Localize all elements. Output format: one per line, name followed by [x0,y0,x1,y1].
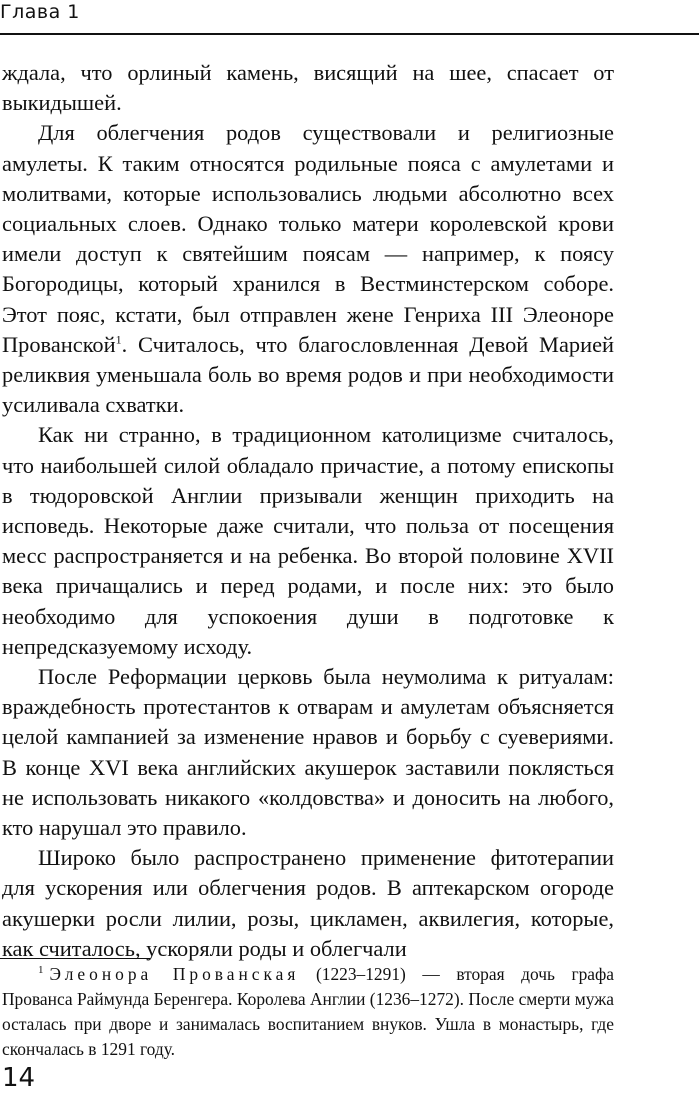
footnote-number: 1 [38,964,44,977]
footnote-reference[interactable]: 1 [115,332,122,347]
footnote [2,962,614,1062]
paragraph-1: ждала, что орлиный камень, висящий на шее, спасает от выкидышей. [2,60,614,116]
paragraph-4: После Реформации церковь была неумолима к ритуалам: враждебность протестантов к отварам и амулетам объясняется целой кампанией за изменение нравов и борьбу с суевериями. В конце XVI века английских акушерок заставили поклясться не использовать никакого «колдовства» и доносить на любого, кто нарушал это правило. [2,664,614,841]
header-rule [0,33,699,35]
page-number: 14 [2,1063,36,1093]
running-title: Глава 1 [0,1,80,23]
paragraph-5: Широко было распространено применение фитотерапии для ускорения или облегчения родов. В аптекарском огороде акушерки росли лилии, розы, цикламен, аквилегия, которые, как считалось, ускоряли роды и облегчали [2,845,614,961]
paragraph-2-part-b: . Считалось, что благословленная Девой Марией реликвия уменьшала боль во время родов и при необходимости усиливала схватки. [2,331,614,418]
footnote-rule [0,958,150,959]
footnote-text: (1223–1291) — вторая дочь графа Прованса Раймунда Беренгера. Королева Англии (1236–1272). После смерти мужа осталась при дворе и занималась воспитанием внуков. Ушла в монастырь, где скончалась в 1291 году. [2,964,615,1059]
paragraph-3: Как ни странно, в традиционном католицизме считалось, что наибольшей силой обладало причастие, а потому епископы в тюдоровской Англии призывали женщин приходить на исповедь. Некоторые даже считали, что польза от посещения месс распространяется и на ребенка. Во второй половине XVII века причащались и перед родами, и после них: это было необходимо для успокоения души в подготовке к непредсказуемому исходу. [2,422,614,659]
paragraph-2-part-a: Для облегчения родов существовали и религиозные амулеты. К таким относятся родильные пояса с амулетами и молитвами, которые использовались людьми абсолютно всех социальных слоев. Однако только матери королевской крови имели доступ к святейшим поясам — например, к поясу Богородицы, который хранился в Вестминстерском соборе. Этот пояс, кстати, был отправлен жене Генриха III Элеоноре Прованской [2,120,614,357]
paragraph-2 [2,118,614,420]
body-text [2,58,614,964]
footnote-person-name: Элеонора Прованская [49,964,300,984]
